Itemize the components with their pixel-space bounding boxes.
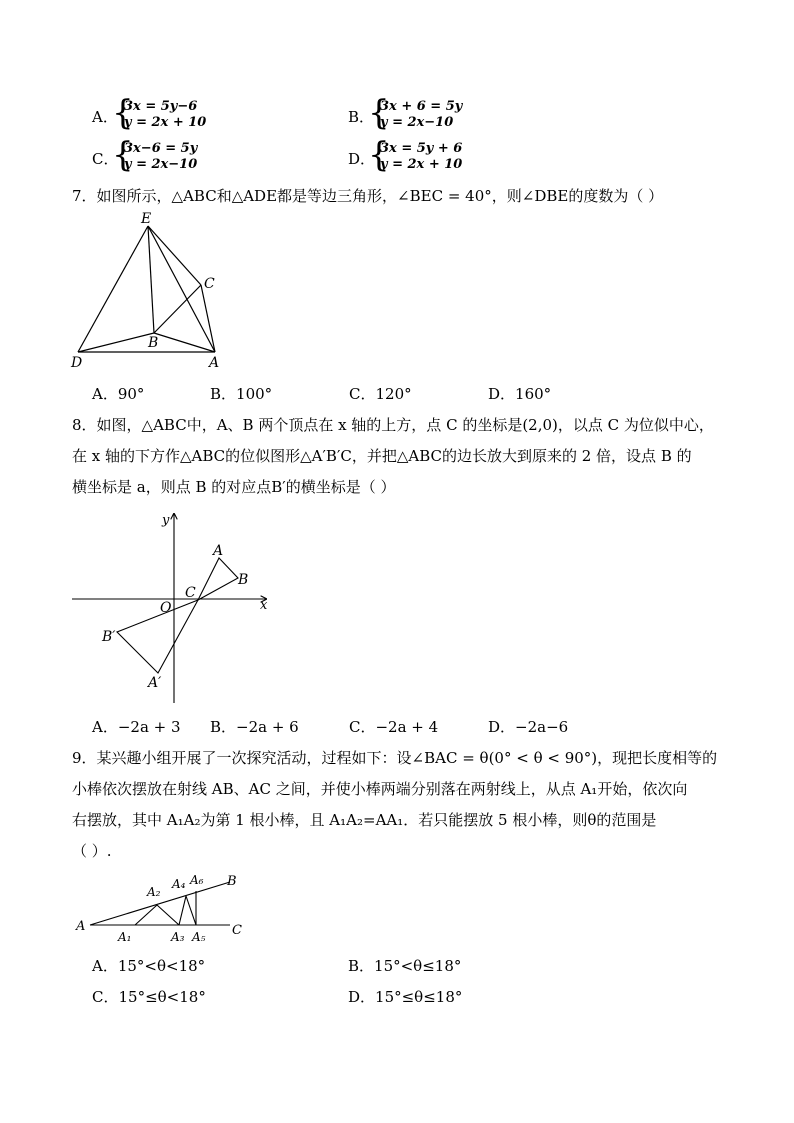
q9-stick-2 <box>157 905 179 925</box>
q9-option-a[interactable]: A．15°<θ<18° <box>92 957 206 975</box>
q8-label-b: B <box>238 572 249 588</box>
q8-triangle-a1b1c <box>117 600 198 673</box>
q7-option-a[interactable]: A．90° <box>92 385 145 403</box>
q9-label-a5: A₅ <box>192 930 206 944</box>
q9-label-a6: A₆ <box>190 873 204 887</box>
q6-a-eq1: 3x = 5y−6 <box>124 99 198 114</box>
q8-line3: 横坐标是 a，则点 B 的对应点B′的横坐标是（ ） <box>72 478 396 496</box>
q6-d-eq2: y = 2x + 10 <box>380 157 463 172</box>
q8-label-y: y <box>162 513 170 528</box>
q7-option-b[interactable]: B．100° <box>210 385 273 403</box>
q8-label-a: A <box>213 543 224 559</box>
q8-label-c: C <box>185 585 196 601</box>
q8-label-o: O <box>160 600 172 616</box>
q7-line-ca <box>201 285 215 352</box>
q6-a-eq2: y = 2x + 10 <box>124 115 207 130</box>
q6-option-b-letter[interactable]: B． <box>348 108 375 126</box>
q9-label-a4: A₄ <box>172 877 186 891</box>
q6-d-eq1: 3x = 5y + 6 <box>380 141 463 156</box>
q8-option-d[interactable]: D．−2a−6 <box>488 718 569 736</box>
q9-line3: 右摆放，其中 A₁A₂为第 1 根小棒，且 A₁A₂=AA₁．若只能摆放 5 根小棒，则θ的范围是 <box>72 811 657 829</box>
q6-option-c-letter[interactable]: C． <box>92 150 119 168</box>
q8-triangle-abc <box>198 558 238 600</box>
q7-option-c[interactable]: C．120° <box>349 385 412 403</box>
q9-stick-3 <box>179 896 186 925</box>
q9-label-a: A <box>76 919 86 934</box>
q8-line1: 8．如图，△ABC中，A、B 两个顶点在 x 轴的上方，点 C 的坐标是(2,0)，以点 C 为位似中心， <box>72 416 714 434</box>
q7-label-a: A <box>209 355 220 371</box>
q6-option-d-letter[interactable]: D． <box>348 150 376 168</box>
q9-line4: （ ）. <box>72 842 112 860</box>
q9-line2: 小棒依次摆放在射线 AB、AC 之间，并使小棒两端分别落在两射线上，从点 A₁开始，依次向 <box>72 780 688 798</box>
q8-label-b-prime: B′ <box>102 629 116 645</box>
q9-label-a2: A₂ <box>147 885 161 899</box>
q6-option-a-letter[interactable]: A． <box>92 108 118 126</box>
q9-label-c: C <box>232 923 242 938</box>
q9-option-c[interactable]: C．15°≤θ<18° <box>92 988 206 1006</box>
q6-c-eq1: 3x−6 = 5y <box>124 141 198 156</box>
q6-b-eq1: 3x + 6 = 5y <box>380 99 463 114</box>
q7-stem: 7．如图所示，△ABC和△ADE都是等边三角形，∠BEC = 40°，则∠DBE的度数为（ ） <box>72 187 664 205</box>
q9-line1: 9．某兴趣小组开展了一次探究活动，过程如下：设∠BAC = θ(0° < θ < 90°)，现把长度相等的 <box>72 749 718 767</box>
q7-line-eb <box>148 226 154 333</box>
q9-option-b[interactable]: B．15°<θ≤18° <box>348 957 462 975</box>
q7-figure <box>70 212 240 372</box>
q7-option-d[interactable]: D．160° <box>488 385 552 403</box>
q7-label-b: B <box>148 335 159 351</box>
q8-option-b[interactable]: B．−2a + 6 <box>210 718 299 736</box>
q8-label-a-prime: A′ <box>148 675 162 691</box>
q6-b-eq2: y = 2x−10 <box>380 115 454 130</box>
q7-line-de <box>78 226 148 352</box>
q8-label-x: x <box>260 598 268 613</box>
q8-line2: 在 x 轴的下方作△ABC的位似图形△A′B′C，并把△ABC的边长放大到原来的 2 倍，设点 B 的 <box>72 447 692 465</box>
q7-line-bc <box>154 285 201 333</box>
q7-label-e: E <box>141 212 152 227</box>
q8-figure <box>70 508 280 703</box>
q9-label-b: B <box>227 874 237 889</box>
q7-line-db <box>78 333 154 352</box>
q9-stick-4 <box>186 896 196 925</box>
q9-label-a1: A₁ <box>118 930 132 944</box>
q7-label-d: D <box>71 355 83 371</box>
q8-option-a[interactable]: A．−2a + 3 <box>92 718 181 736</box>
q9-label-a3: A₃ <box>171 930 185 944</box>
q9-option-d[interactable]: D．15°≤θ≤18° <box>348 988 463 1006</box>
q7-label-c: C <box>204 276 215 292</box>
q9-figure <box>72 870 252 945</box>
q8-option-c[interactable]: C．−2a + 4 <box>349 718 439 736</box>
q6-c-eq2: y = 2x−10 <box>124 157 198 172</box>
